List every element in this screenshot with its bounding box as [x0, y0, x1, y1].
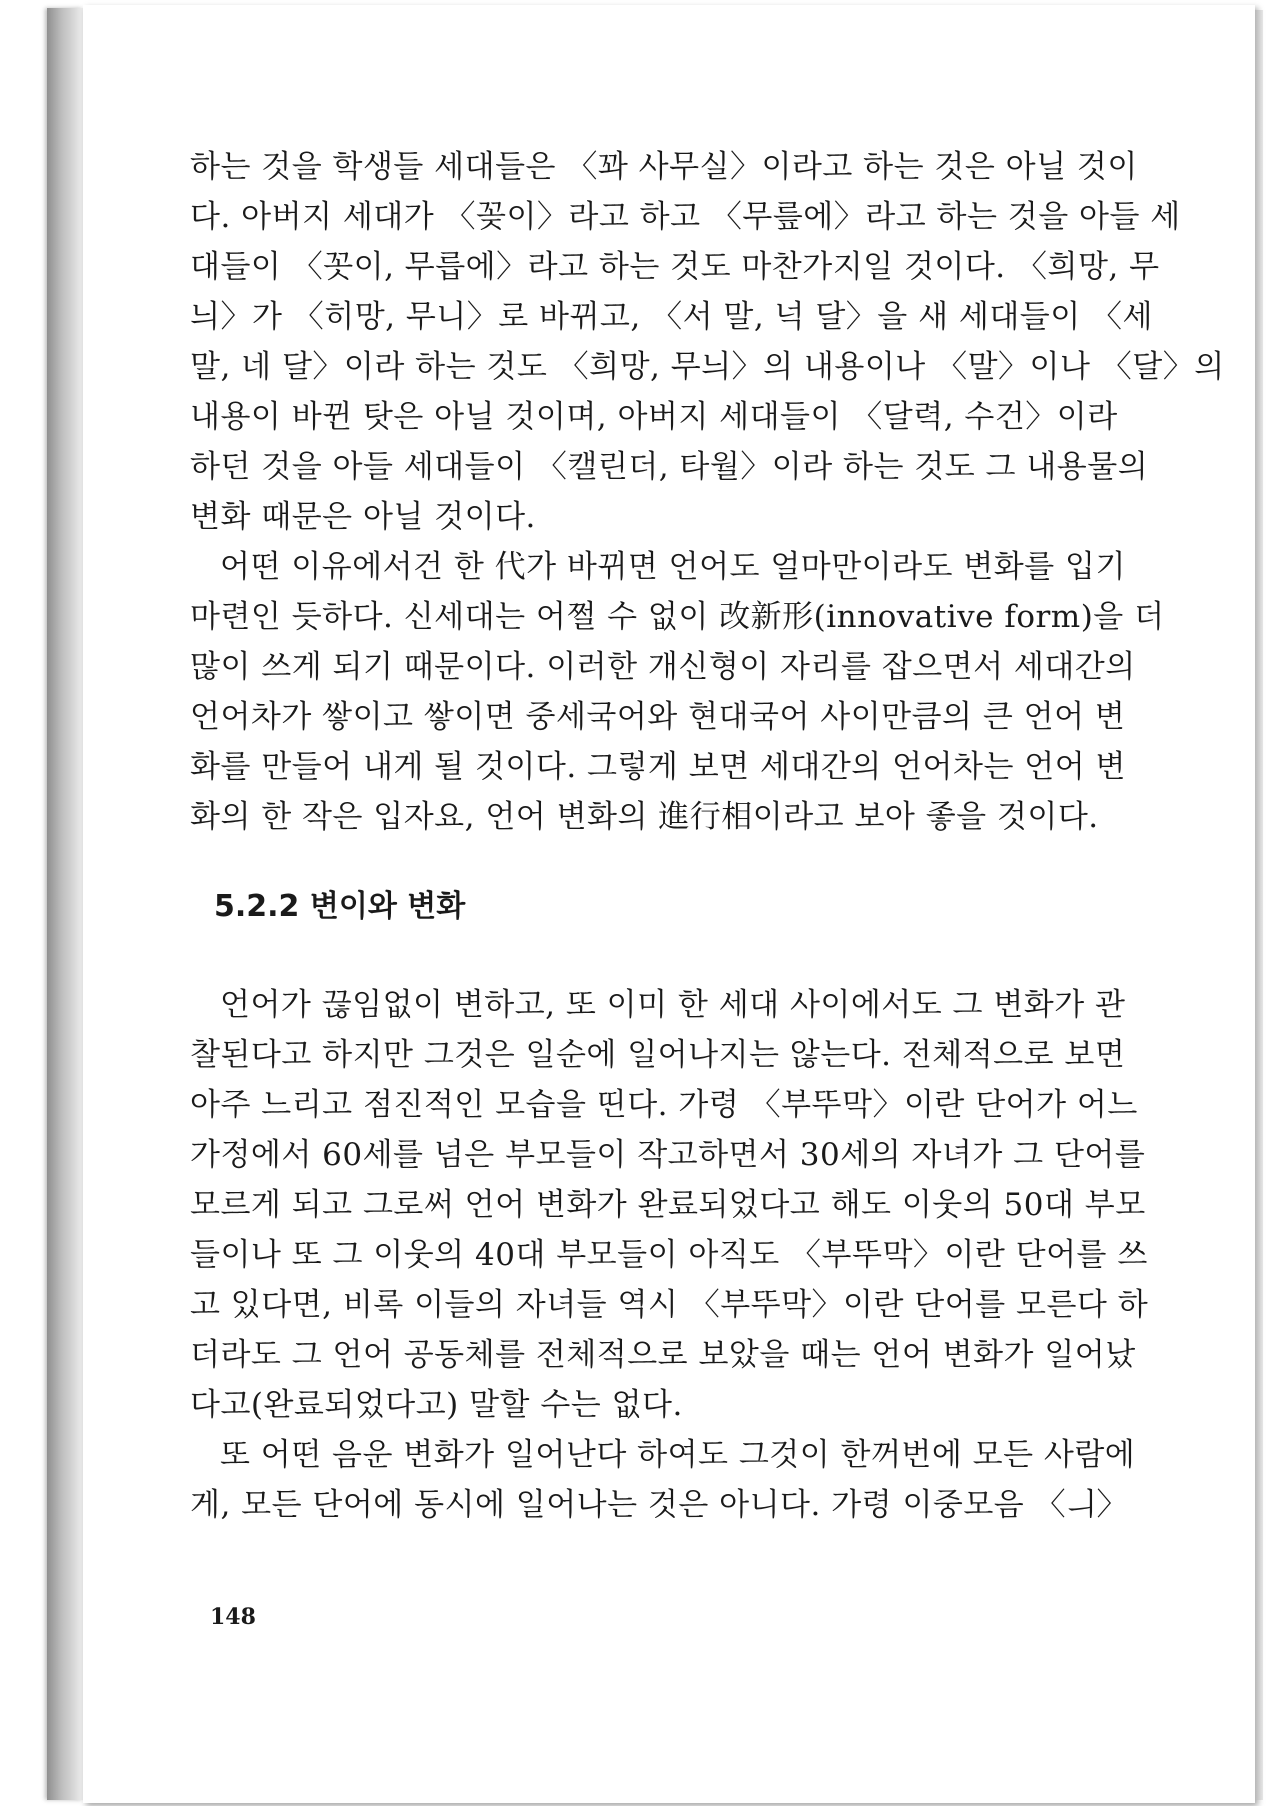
text-line: 어떤 이유에서건 한 代가 바뀌면 언어도 얼마만이라도 변화를 입기 — [220, 549, 1126, 585]
text-line: 또 어떤 음운 변화가 일어난다 하여도 그것이 한꺼번에 모든 사람에 — [220, 1437, 1136, 1473]
text-line: 화의 한 작은 입자요, 언어 변화의 進行相이라고 보아 좋을 것이다. — [190, 799, 1099, 835]
page-edge — [1255, 10, 1263, 1800]
paragraph-2 — [190, 542, 1165, 842]
text-line: 말, 네 달〉이라 하는 것도 〈희망, 무늬〉의 내용이나 〈말〉이나 〈달〉의 — [190, 349, 1225, 385]
page-number: 148 — [210, 1604, 256, 1630]
text-line: 언어가 끊임없이 변하고, 또 이미 한 세대 사이에서도 그 변화가 관 — [220, 987, 1126, 1023]
text-line: 다고(완료되었다고) 말할 수는 없다. — [190, 1387, 683, 1423]
text-line: 마련인 듯하다. 신세대는 어쩔 수 없이 改新形(innovative form)을 더 — [190, 599, 1165, 635]
text-line: 게, 모든 단어에 동시에 일어나는 것은 아니다. 가령 이중모음 〈ㅢ〉 — [190, 1487, 1129, 1523]
paragraph-3 — [190, 980, 1149, 1430]
section-heading: 5.2.2 변이와 변화 — [214, 889, 466, 924]
text-line: 가정에서 60세를 넘은 부모들이 작고하면서 30세의 자녀가 그 단어를 — [190, 1137, 1146, 1173]
paragraph-1 — [190, 142, 1225, 542]
page-text — [190, 142, 1225, 1530]
paragraph-4 — [190, 1430, 1136, 1530]
text-line: 변화 때문은 아닐 것이다. — [190, 499, 536, 535]
text-line: 하는 것을 학생들 세대들은 〈꽈 사무실〉이라고 하는 것은 아닐 것이 — [190, 149, 1138, 185]
text-line: 다. 아버지 세대가 〈꽂이〉라고 하고 〈무릎에〉라고 하는 것을 아들 세 — [190, 199, 1181, 235]
text-line: 늬〉가 〈히망, 무니〉로 바뀌고, 〈서 말, 넉 달〉을 새 세대들이 〈세 — [190, 299, 1153, 335]
text-line: 아주 느리고 점진적인 모습을 띤다. 가령 〈부뚜막〉이란 단어가 어느 — [190, 1087, 1138, 1123]
book-spine — [47, 8, 83, 1800]
text-line: 들이나 또 그 이웃의 40대 부모들이 아직도 〈부뚜막〉이란 단어를 쓰 — [190, 1237, 1148, 1273]
text-line: 고 있다면, 비록 이들의 자녀들 역시 〈부뚜막〉이란 단어를 모른다 하 — [190, 1287, 1149, 1323]
text-line: 찰된다고 하지만 그것은 일순에 일어나지는 않는다. 전체적으로 보면 — [190, 1037, 1126, 1073]
text-line: 많이 쓰게 되기 때문이다. 이러한 개신형이 자리를 잡으면서 세대간의 — [190, 649, 1136, 685]
text-line: 언어차가 쌓이고 쌓이면 중세국어와 현대국어 사이만큼의 큰 언어 변 — [190, 699, 1126, 735]
text-line: 모르게 되고 그로써 언어 변화가 완료되었다고 해도 이웃의 50대 부모 — [190, 1187, 1146, 1223]
text-line: 대들이 〈꼿이, 무릅에〉라고 하는 것도 마찬가지일 것이다. 〈희망, 무 — [190, 249, 1160, 285]
text-line: 내용이 바뀐 탓은 아닐 것이며, 아버지 세대들이 〈달력, 수건〉이라 — [190, 399, 1118, 435]
text-line: 하던 것을 아들 세대들이 〈캘린더, 타월〉이라 하는 것도 그 내용물의 — [190, 449, 1149, 485]
text-line: 화를 만들어 내게 될 것이다. 그렇게 보면 세대간의 언어차는 언어 변 — [190, 749, 1126, 785]
text-line: 더라도 그 언어 공동체를 전체적으로 보았을 때는 언어 변화가 일어났 — [190, 1337, 1136, 1373]
